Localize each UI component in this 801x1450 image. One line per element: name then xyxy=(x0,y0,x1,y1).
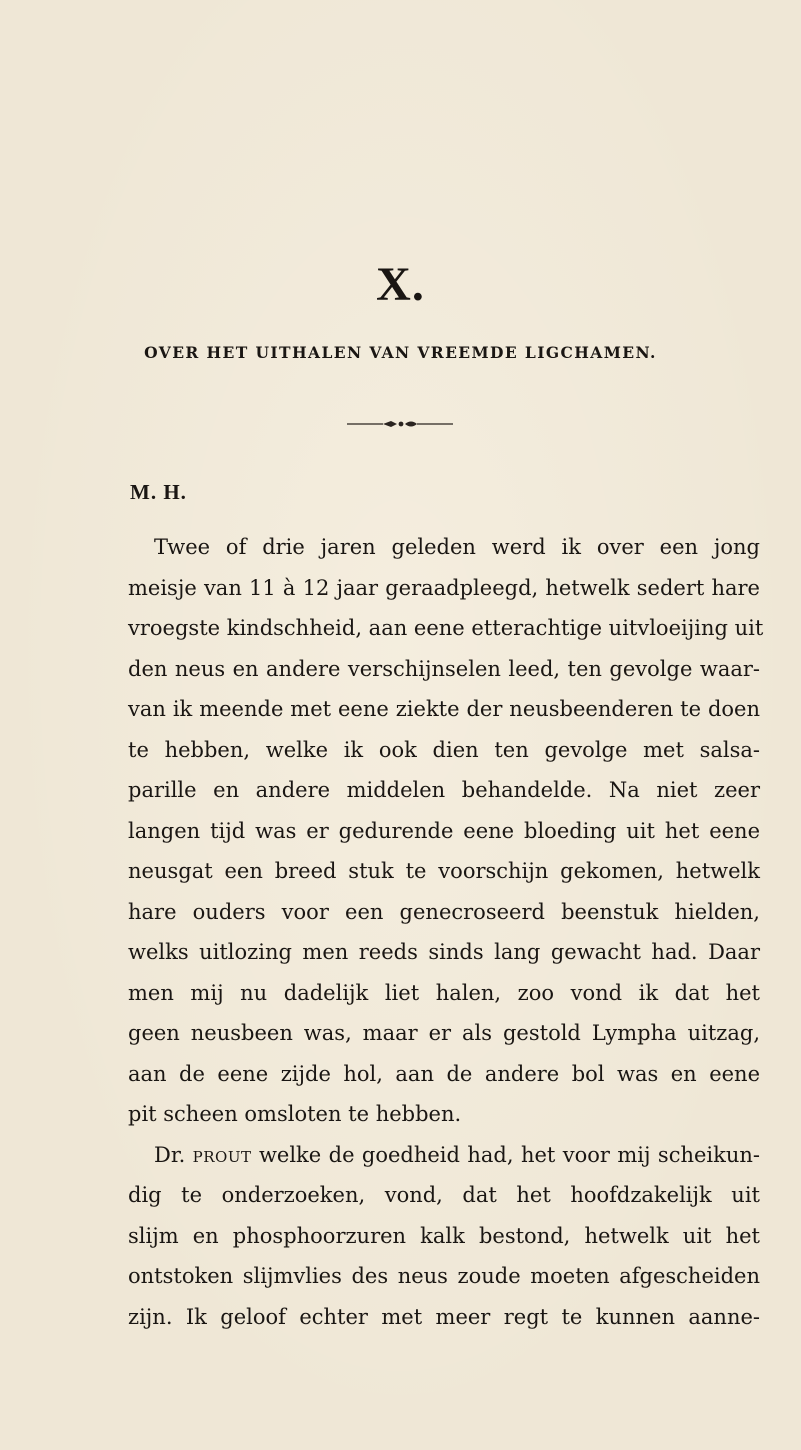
body-text xyxy=(128,527,764,1337)
text-line: te hebben, welke ik ook dien ten gevolge met salsa- xyxy=(128,737,760,762)
text-line xyxy=(128,1135,760,1176)
text-line: ontstoken slijmvlies des neus zoude moeten afgescheiden xyxy=(128,1264,760,1288)
text-line: aan de eene zijde hol, aan de andere bol was en eene xyxy=(128,1061,760,1086)
divider-ornament-icon xyxy=(345,418,455,430)
text-line: parille en andere middelen behandelde. Na niet zeer xyxy=(128,778,760,802)
text-line: dig te onderzoeken, vond, dat het hoofdzakelijk uit xyxy=(128,1183,760,1207)
author-name: PROUT xyxy=(192,1147,252,1166)
text-fragment: welke de goedheid had, het voor mij scheikun- xyxy=(258,1142,760,1167)
text-line: zijn. Ik geloof echter met meer regt te kunnen aanne- xyxy=(128,1304,760,1329)
text-line: vroegste kindschheid, aan eene etterachtige uitvloeijing uit xyxy=(128,616,764,640)
text-line: den neus en andere verschijnselen leed, ten gevolge waar- xyxy=(128,656,760,681)
salutation: M. H. xyxy=(130,480,187,504)
text-line: pit scheen omsloten te hebben. xyxy=(128,1102,462,1126)
chapter-title: OVER HET UITHALEN VAN VREEMDE LIGCHAMEN. xyxy=(144,343,657,362)
text-line: Twee of drie jaren geleden werd ik over een jong xyxy=(154,535,760,559)
text-line: welks uitlozing men reeds sinds lang gewacht had. Daar xyxy=(128,940,760,964)
chapter-number: X. xyxy=(376,258,425,311)
text-line: meisje van 11 à 12 jaar geraadpleegd, hetwelk sedert hare xyxy=(128,575,760,600)
text-line: hare ouders voor een genecroseerd beenstuk hielden, xyxy=(128,899,760,924)
text-line: geen neusbeen was, maar er als gestold Lympha uitzag, xyxy=(128,1021,760,1045)
text-line: langen tijd was er gedurende eene bloeding uit het eene xyxy=(128,818,760,843)
text-line: men mij nu dadelijk liet halen, zoo vond ik dat het xyxy=(128,980,760,1005)
title-prefix: Dr. xyxy=(154,1142,186,1167)
text-line: neusgat een breed stuk te voorschijn gekomen, hetwelk xyxy=(128,859,760,883)
text-line: van ik meende met eene ziekte der neusbeenderen te doen xyxy=(128,697,760,721)
text-line: slijm en phosphoorzuren kalk bestond, hetwelk uit het xyxy=(128,1223,760,1248)
